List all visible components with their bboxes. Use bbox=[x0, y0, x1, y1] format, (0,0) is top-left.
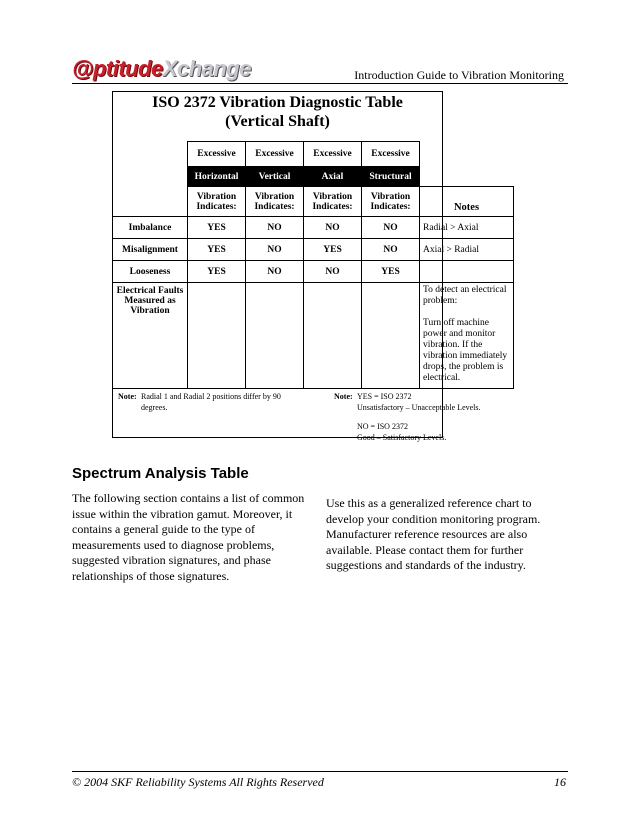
iso-table-title bbox=[112, 93, 443, 131]
electrical-note-p2: Turn off machine power and monitor vibration. If the vibration immediately drops, the problem is electrical. bbox=[423, 318, 508, 383]
table-cell bbox=[188, 283, 246, 389]
direction-header-structural: Structural bbox=[362, 167, 420, 187]
row-label-misalignment: Misalignment bbox=[113, 239, 188, 261]
logo-text-part2: Xchange bbox=[162, 56, 251, 81]
table-cell: YES bbox=[188, 261, 246, 283]
table-cell bbox=[246, 283, 304, 389]
table-row bbox=[113, 239, 514, 261]
indicates-header: Vibration Indicates: bbox=[188, 187, 246, 217]
row-label-electrical: Electrical Faults Measured as Vibration bbox=[113, 283, 188, 389]
iso-diagnostic-table bbox=[112, 141, 514, 389]
table-row-direction bbox=[113, 167, 514, 187]
table-cell: YES bbox=[188, 239, 246, 261]
excessive-header: Excessive bbox=[246, 142, 304, 167]
table-cell: NO bbox=[304, 261, 362, 283]
footnote-left-text: Radial 1 and Radial 2 positions differ by 90 degrees. bbox=[141, 392, 281, 412]
table-cell: NO bbox=[362, 217, 420, 239]
table-cell: NO bbox=[362, 239, 420, 261]
direction-header-horizontal: Horizontal bbox=[188, 167, 246, 187]
footnote-right-text bbox=[357, 391, 481, 443]
table-cell: YES bbox=[362, 261, 420, 283]
direction-header-vertical: Vertical bbox=[246, 167, 304, 187]
logo-text-part1: @ptitude bbox=[72, 56, 163, 81]
excessive-header: Excessive bbox=[188, 142, 246, 167]
footnote-right-label: Note: bbox=[334, 392, 353, 401]
indicates-header: Vibration Indicates: bbox=[362, 187, 420, 217]
table-row bbox=[113, 217, 514, 239]
table-row-electrical bbox=[113, 283, 514, 389]
row-note: Radial > Axial bbox=[420, 217, 514, 239]
footnote-right-line4: Good – Satisfactory Levels. bbox=[357, 433, 447, 442]
excessive-header: Excessive bbox=[362, 142, 420, 167]
footnote-right-line3: NO = ISO 2372 bbox=[357, 422, 408, 431]
electrical-note bbox=[420, 283, 514, 389]
table-row bbox=[113, 261, 514, 283]
footnote-right-line1: YES = ISO 2372 bbox=[357, 392, 412, 401]
row-note bbox=[420, 261, 514, 283]
iso-table-title-line1: ISO 2372 Vibration Diagnostic Table bbox=[152, 94, 403, 111]
electrical-note-p1: To detect an electrical problem: bbox=[423, 285, 507, 306]
notes-column-header: Notes bbox=[420, 187, 514, 217]
page-number: 16 bbox=[554, 775, 566, 789]
running-header-title: Introduction Guide to Vibration Monitoring bbox=[354, 68, 564, 82]
section-heading: Spectrum Analysis Table bbox=[72, 465, 249, 482]
table-cell: NO bbox=[246, 239, 304, 261]
table-cell: YES bbox=[188, 217, 246, 239]
iso-table-title-line2: (Vertical Shaft) bbox=[225, 113, 330, 130]
indicates-header: Vibration Indicates: bbox=[246, 187, 304, 217]
row-label-imbalance: Imbalance bbox=[113, 217, 188, 239]
table-cell: YES bbox=[304, 239, 362, 261]
indicates-header: Vibration Indicates: bbox=[304, 187, 362, 217]
excessive-header: Excessive bbox=[304, 142, 362, 167]
table-row-indicates bbox=[113, 187, 514, 217]
right-paragraph: Use this as a generalized reference chart to develop your condition monitoring program. Manufacturer reference resources are also available. Please contact them for further suggestions and standards of the industry. bbox=[326, 496, 541, 572]
footer-copyright: © 2004 SKF Reliability Systems All Rights Reserved bbox=[72, 775, 324, 789]
left-paragraph: The following section contains a list of common issue within the vibration gamut. Moreover, it contains a general guide to the type of measurements used to diagnose problems, suggested vibration signatures, and phase relationships of those signatures. bbox=[72, 491, 305, 583]
company-logo bbox=[72, 56, 251, 82]
table-cell bbox=[362, 283, 420, 389]
table-cell: NO bbox=[304, 217, 362, 239]
row-label-looseness: Looseness bbox=[113, 261, 188, 283]
table-cell: NO bbox=[246, 261, 304, 283]
footnote-right-line2: Unsatisfactory – Unacceptable Levels. bbox=[357, 403, 481, 412]
table-row-excessive bbox=[113, 142, 514, 167]
table-cell bbox=[304, 283, 362, 389]
footer-divider bbox=[72, 771, 568, 772]
row-note: Axial > Radial bbox=[420, 239, 514, 261]
table-cell: NO bbox=[246, 217, 304, 239]
header-divider bbox=[72, 83, 568, 84]
footnote-left-label: Note: bbox=[118, 392, 137, 401]
direction-header-axial: Axial bbox=[304, 167, 362, 187]
